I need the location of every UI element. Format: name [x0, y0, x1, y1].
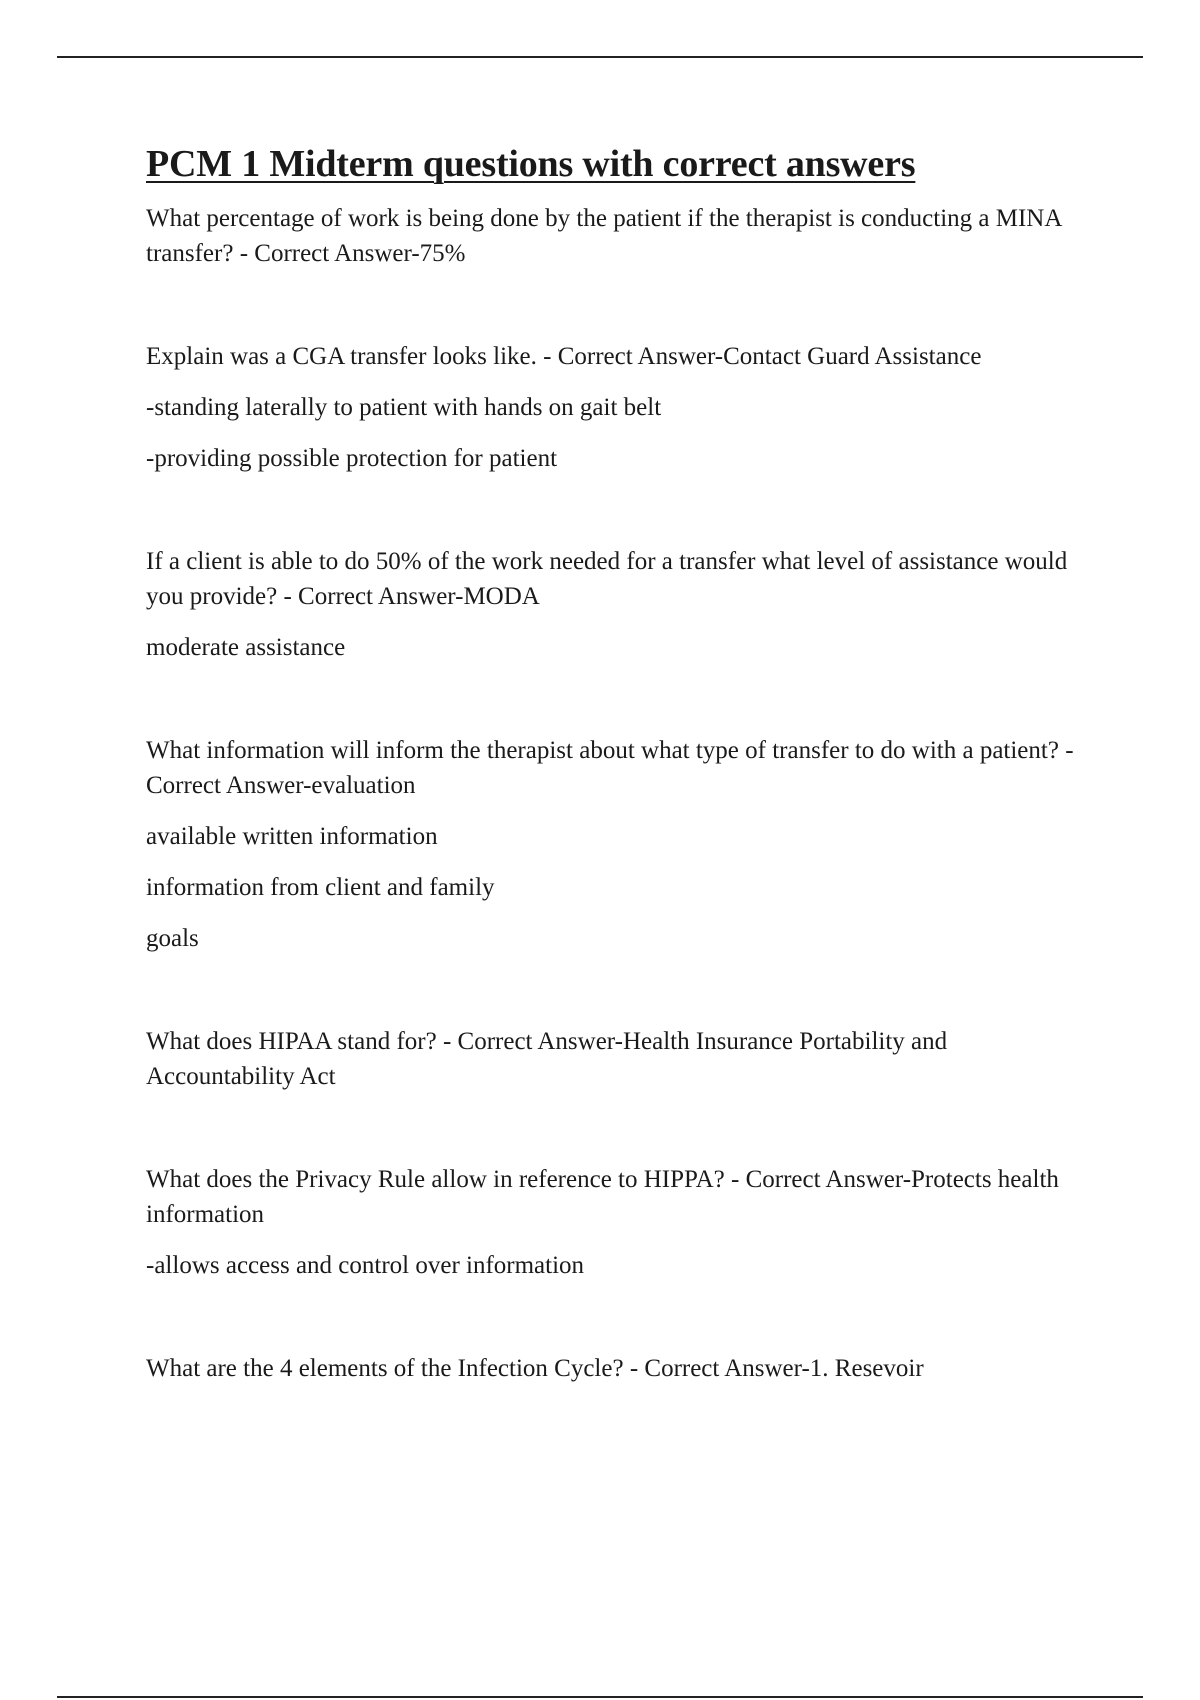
qa-item	[146, 1024, 1086, 1094]
qa-answer-line: information from client and family	[146, 874, 495, 902]
qa-item	[146, 201, 1086, 271]
qa-answer-line: -standing laterally to patient with hands on gait belt	[146, 394, 662, 422]
qa-item	[146, 1162, 1086, 1283]
qa-item	[146, 1351, 1086, 1386]
footer-rule	[57, 1696, 1143, 1698]
qa-question: What does HIPAA stand for? - Correct Answer-Health Insurance Portability and Accountability Act	[146, 1028, 948, 1091]
qa-question: What information will inform the therapist about what type of transfer to do with a patient? - Correct Answer-evaluation	[146, 737, 1074, 800]
qa-question: What percentage of work is being done by the patient if the therapist is conducting a MINA transfer? - Correct Answer-75%	[146, 205, 1062, 268]
qa-answer-line: -allows access and control over information	[146, 1252, 585, 1280]
qa-question: Explain was a CGA transfer looks like. - Correct Answer-Contact Guard Assistance	[146, 343, 982, 371]
qa-answer-line: moderate assistance	[146, 634, 346, 662]
header-rule	[57, 56, 1143, 58]
qa-item	[146, 339, 1086, 476]
document-body	[146, 140, 1086, 1386]
qa-answer-line: available written information	[146, 823, 438, 851]
qa-question: If a client is able to do 50% of the work needed for a transfer what level of assistance would you provide? - Correct Answer-MODA	[146, 548, 1068, 611]
qa-answer-line: -providing possible protection for patient	[146, 445, 558, 473]
qa-answer-line: goals	[146, 925, 199, 953]
qa-question: What are the 4 elements of the Infection Cycle? - Correct Answer-1. Resevoir	[146, 1355, 924, 1383]
qa-question: What does the Privacy Rule allow in reference to HIPPA? - Correct Answer-Protects health information	[146, 1166, 1059, 1229]
qa-item	[146, 544, 1086, 665]
qa-item	[146, 733, 1086, 956]
document-title: PCM 1 Midterm questions with correct answers	[146, 143, 916, 185]
